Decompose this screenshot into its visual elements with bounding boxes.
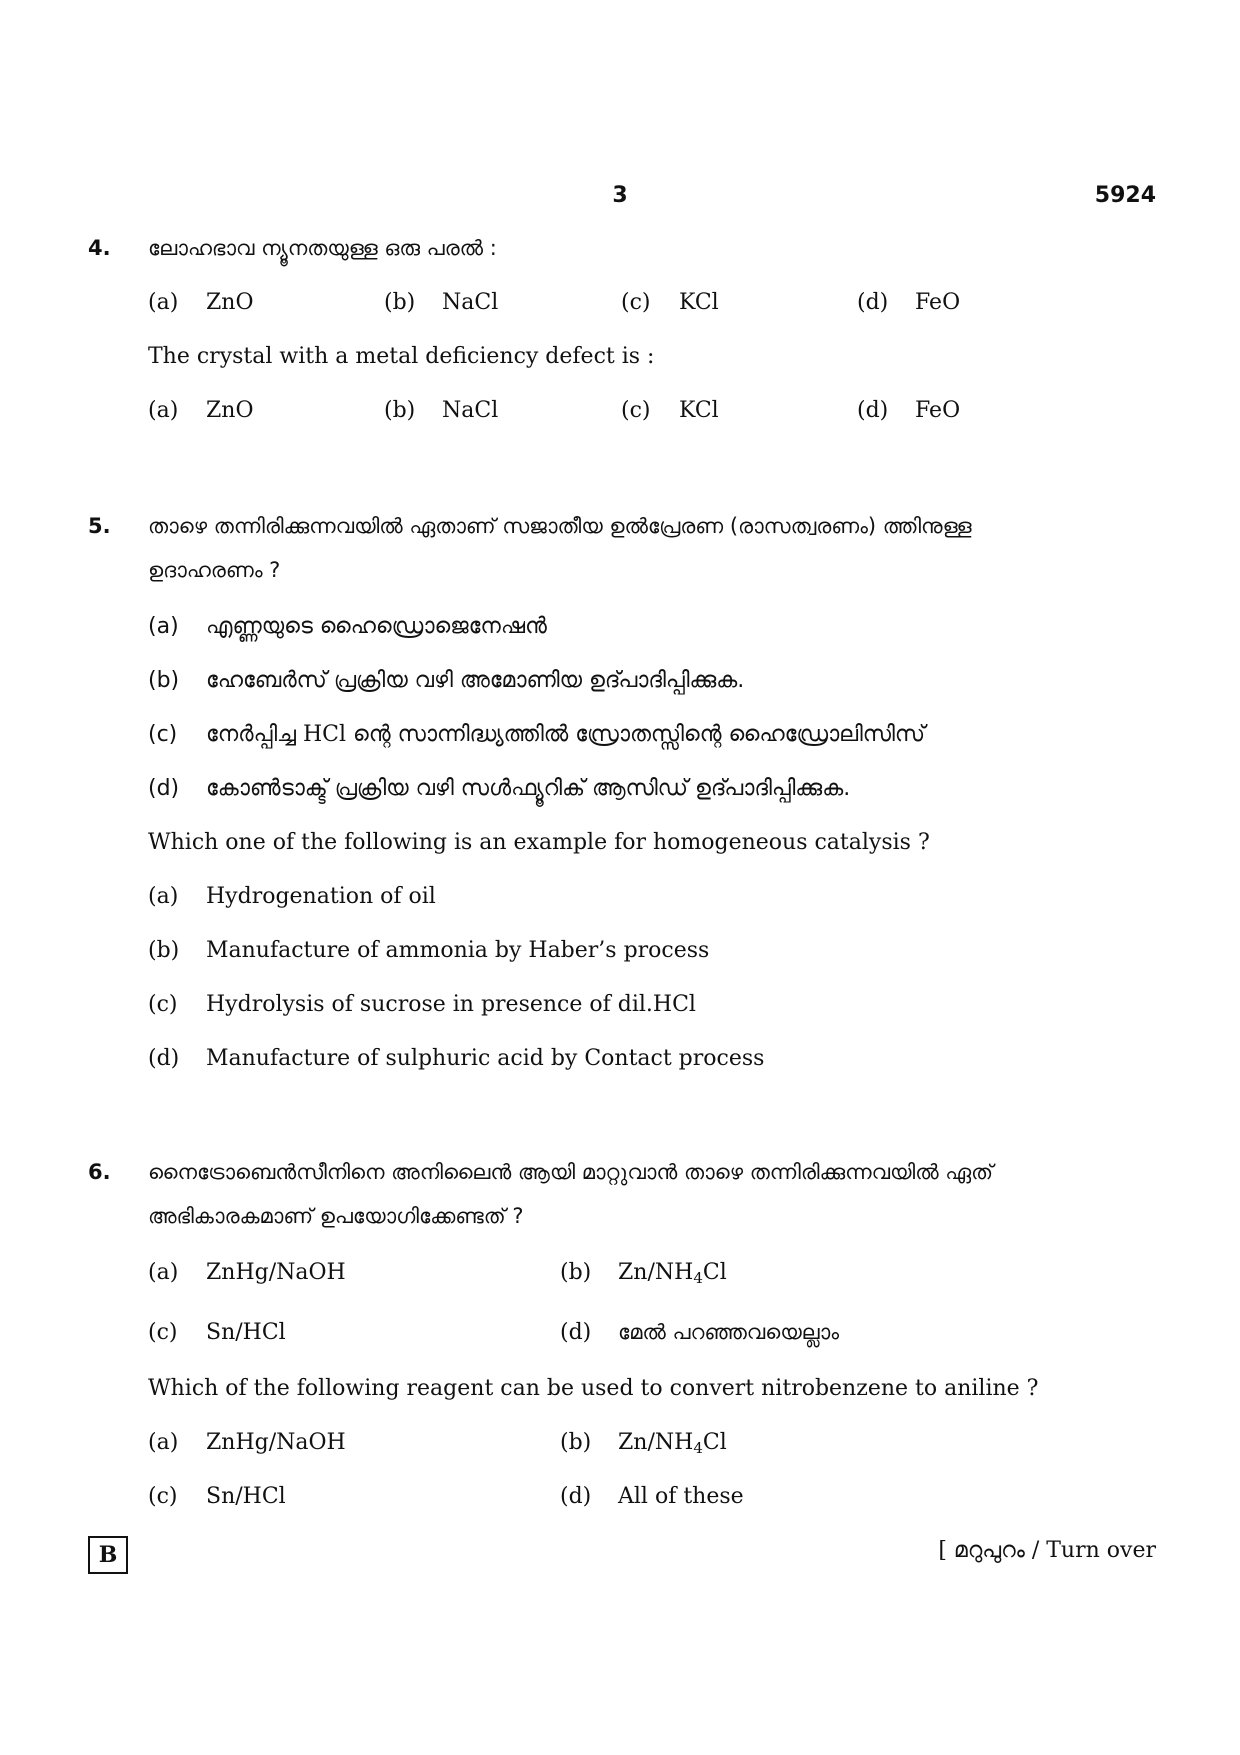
- option-a-en: (a) Hydrogenation of oil: [148, 884, 436, 909]
- question-text-ml-line1: താഴെ തന്നിരിക്കുന്നവയിൽ ഏതാണ് സജാതീയ ഉൽപ്രേരണ (രാസത്വരണം) ത്തിനുള്ള: [148, 514, 972, 538]
- option-c-en: (c) KCl: [621, 398, 719, 423]
- option-d-ml: (d) മേൽ പറഞ്ഞവയെല്ലാം: [560, 1320, 840, 1345]
- question-number: 6.: [88, 1160, 111, 1184]
- series-box: B: [88, 1536, 128, 1574]
- option-b-ml: (b) $Zn/NH_4Cl$: [560, 1260, 727, 1287]
- option-b-en: (b) NaCl: [384, 398, 499, 423]
- turn-over-note: [ മറുപുറം / Turn over: [938, 1538, 1156, 1563]
- option-a-en: (a) ZnO: [148, 398, 254, 423]
- option-c-ml: (c) നേർപ്പിച്ച HCl ന്റെ സാന്നിദ്ധ്യത്തിൽ സ്രോതസ്സിന്റെ ഹൈഡ്രോലിസിസ്: [148, 722, 926, 747]
- option-a-ml: (a) എണ്ണയുടെ ഹൈഡ്രൊജെനേഷൻ: [148, 614, 547, 639]
- option-d-ml: (d) കോൺടാക്ട് പ്രക്രിയ വഴി സൾഫ്യൂറിക് ആസിഡ് ഉദ്പാദിപ്പിക്കുക.: [148, 776, 851, 801]
- question-text-en: Which of the following reagent can be used to convert nitrobenzene to aniline ?: [148, 1376, 1039, 1401]
- option-d-ml: (d) FeO: [857, 290, 961, 315]
- question-text-ml-line1: നൈട്രോബെൻസീനിനെ അനിലൈൻ ആയി മാറ്റുവാൻ താഴെ തന്നിരിക്കുന്നവയിൽ ഏത്: [148, 1160, 994, 1184]
- paper-code: 5924: [1094, 183, 1156, 208]
- page-number: 3: [612, 183, 628, 208]
- option-c-ml: (c) KCl: [621, 290, 719, 315]
- option-a-ml: (a) ZnHg/NaOH: [148, 1260, 346, 1285]
- question-text-ml-line2: അഭികാരകമാണ് ഉപയോഗിക്കേണ്ടത് ?: [148, 1204, 524, 1228]
- option-b-ml: (b) ഹേബേർസ് പ്രക്രിയ വഴി അമോണിയ ഉദ്പാദിപ്പിക്കുക.: [148, 668, 745, 693]
- option-d-en: (d) All of these: [560, 1484, 744, 1509]
- option-c-en: (c) Sn/HCl: [148, 1484, 286, 1509]
- option-a-en: (a) ZnHg/NaOH: [148, 1430, 346, 1455]
- option-b-ml: (b) NaCl: [384, 290, 499, 315]
- question-text-en: The crystal with a metal deficiency defect is :: [148, 344, 655, 369]
- option-c-en: (c) Hydrolysis of sucrose in presence of dil.HCl: [148, 992, 696, 1017]
- option-c-ml: (c) Sn/HCl: [148, 1320, 286, 1345]
- question-text-ml: ലോഹഭാവ ന്യൂനതയുള്ള ഒരു പരൽ :: [148, 236, 497, 260]
- option-a-ml: (a) ZnO: [148, 290, 254, 315]
- option-d-en: (d) FeO: [857, 398, 961, 423]
- question-text-ml-line2: ഉദാഹരണം ?: [148, 558, 281, 582]
- option-d-en: (d) Manufacture of sulphuric acid by Contact process: [148, 1046, 765, 1071]
- question-number: 5.: [88, 514, 111, 538]
- question-number: 4.: [88, 236, 111, 260]
- option-b-en: (b) Manufacture of ammonia by Haber’s process: [148, 938, 710, 963]
- option-b-en: (b) $Zn/NH_4Cl$: [560, 1430, 727, 1457]
- question-text-en: Which one of the following is an example for homogeneous catalysis ?: [148, 830, 930, 855]
